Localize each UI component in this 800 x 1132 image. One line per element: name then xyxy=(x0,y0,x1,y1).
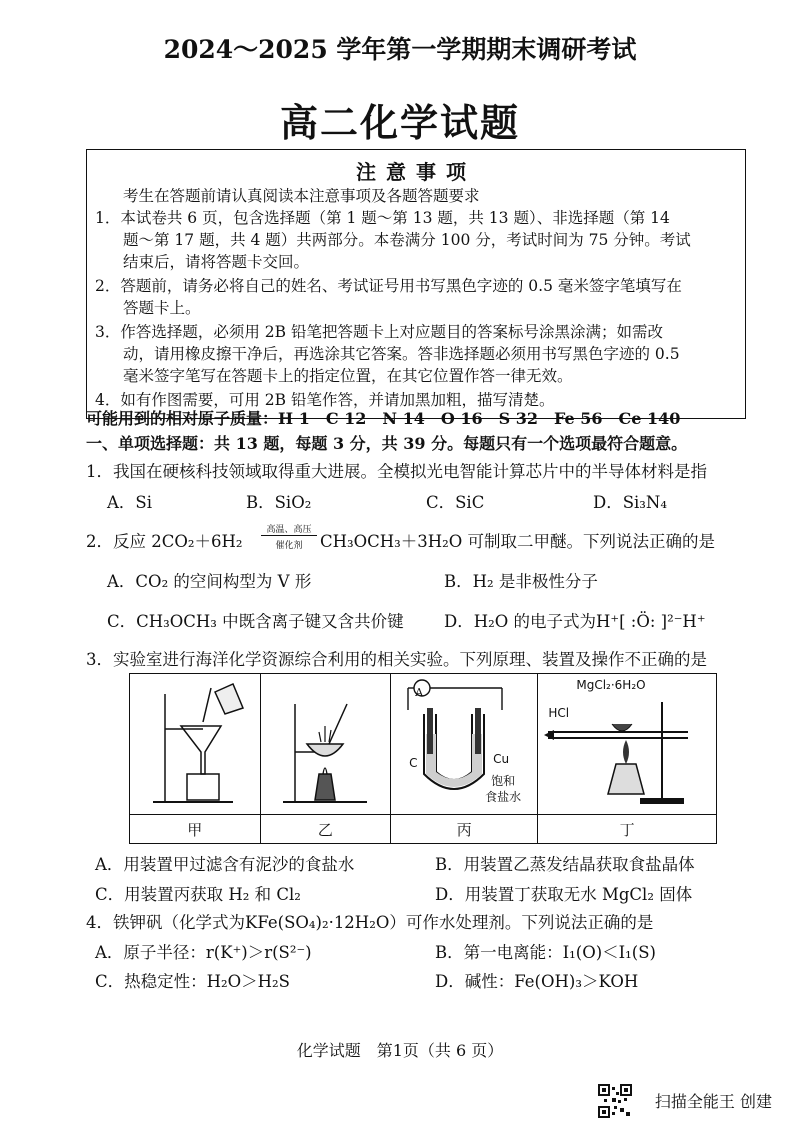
copper-electrode-label: Cu xyxy=(493,752,510,766)
q2-stem-post: CH₃OCH₃＋3H₂O 可制取二甲醚。下列说法正确的是 xyxy=(320,532,716,551)
notice-line: 3．作答选择题，必须用 2B 铅笔把答题卡上对应题目的答案标号涂黑涂满；如需改 xyxy=(95,323,663,341)
notice-line: 答题卡上。 xyxy=(123,299,201,317)
notice-line: 动，请用橡皮擦干净后，再选涂其它答案。答非选择题必须用书写黑色字迹的 0.5 xyxy=(123,345,680,363)
q4-option-a: A．原子半径：r(K⁺)＞r(S²⁻) xyxy=(95,943,312,962)
q2-reaction-arrow xyxy=(261,535,317,536)
brine-label-2: 食盐水 xyxy=(485,790,522,804)
apparatus-ding xyxy=(538,674,717,815)
apparatus-bing xyxy=(391,674,538,815)
q1-option-c: C．SiC xyxy=(426,493,485,512)
q2-option-c: C．CH₃OCH₃ 中既含离子键又含共价键 xyxy=(107,612,404,631)
q3-option-d: D．用装置丁获取无水 MgCl₂ 固体 xyxy=(435,885,693,904)
caption-bing: 丙 xyxy=(391,815,538,844)
section-heading: 一、单项选择题：共 13 题，每题 3 分，共 39 分。每题只有一个选项最符合题意。 xyxy=(86,434,688,453)
notice-box xyxy=(86,149,746,419)
q4-option-d: D．碱性：Fe(OH)₃＞KOH xyxy=(435,972,639,991)
ammeter-label: A xyxy=(415,686,424,699)
notice-title: 注意事项 xyxy=(356,160,476,184)
apparatus-table xyxy=(129,673,717,844)
q3-option-a: A．用装置甲过滤含有泥沙的食盐水 xyxy=(95,855,355,874)
q1-stem: 1．我国在硬核科技领域取得重大进展。全模拟光电智能计算芯片中的半导体材料是指 xyxy=(86,462,707,481)
hcl-label: HCl xyxy=(548,706,570,720)
page-footer: 化学试题 第1页（共 6 页） xyxy=(296,1041,504,1060)
q2-condition-top: 高温、高压 xyxy=(266,525,312,535)
filtration-apparatus-icon xyxy=(133,674,257,810)
q3-stem: 3．实验室进行海洋化学资源综合利用的相关实验。下列原理、装置及操作不正确的是 xyxy=(86,650,707,669)
notice-intro: 考生在答题前请认真阅读本注意事项及各题答题要求 xyxy=(123,187,480,205)
q2-stem-pre: 2．反应 2CO₂＋6H₂ xyxy=(86,532,243,551)
caption-yi: 乙 xyxy=(260,815,391,844)
q4-option-b: B．第一电离能：I₁(O)＜I₁(S) xyxy=(435,943,656,962)
q2-option-b: B．H₂ 是非极性分子 xyxy=(444,572,598,591)
paper-title: 高二化学试题 xyxy=(279,100,520,145)
evaporation-apparatus-icon xyxy=(263,674,387,810)
q1-option-d: D．Si₃N₄ xyxy=(593,493,667,512)
caption-jia: 甲 xyxy=(130,815,261,844)
q2-option-d: D．H₂O 的电子式为H⁺[ :Ö: ]²⁻H⁺ xyxy=(444,612,706,631)
q1-option-b: B．SiO₂ xyxy=(246,493,312,512)
notice-line: 1．本试卷共 6 页，包含选择题（第 1 题～第 13 题，共 13 题）、非选择题（第 14 xyxy=(95,209,670,227)
notice-line: 4．如有作图需要，可用 2B 铅笔作答，并请加黑加粗，描写清楚。 xyxy=(95,391,555,409)
atomic-masses: 可能用到的相对原子质量：H 1 C 12 N 14 O 16 S 32 Fe 56 Ce 140 xyxy=(86,409,681,428)
q3-option-b: B．用装置乙蒸发结晶获取食盐晶体 xyxy=(435,855,695,874)
notice-line: 毫米签字笔写在答题卡上的指定位置，在其它位置作答一律无效。 xyxy=(123,367,573,385)
q2-condition-bottom: 催化剂 xyxy=(275,541,303,551)
notice-line: 结束后，请将答题卡交回。 xyxy=(123,253,310,271)
apparatus-jia xyxy=(130,674,261,815)
notice-line: 题～第 17 题，共 4 题）共两部分。本卷满分 100 分，考试时间为 75 分钟。考试 xyxy=(123,231,691,249)
carbon-electrode-label: C xyxy=(409,756,418,770)
apparatus-yi xyxy=(260,674,391,815)
q4-stem: 4．铁钾矾（化学式为KFe(SO₄)₂·12H₂O）可作水处理剂。下列说法正确的是 xyxy=(86,913,654,932)
notice-line: 2．答题前，请务必将自己的姓名、考试证号用书写黑色字迹的 0.5 毫米签字笔填写在 xyxy=(95,277,682,295)
q1-option-a: A．Si xyxy=(107,493,152,512)
dehydration-apparatus-icon xyxy=(542,674,712,810)
scanner-watermark: 扫描全能王 创建 xyxy=(654,1092,772,1111)
exam-title: 2024～2025 学年第一学期期末调研考试 xyxy=(163,35,637,64)
qr-code-icon xyxy=(598,1084,632,1118)
brine-label-1: 饱和 xyxy=(491,774,516,788)
q4-option-c: C．热稳定性：H₂O＞H₂S xyxy=(95,972,290,991)
caption-ding: 丁 xyxy=(538,815,717,844)
q2-option-a: A．CO₂ 的空间构型为 V 形 xyxy=(107,572,312,591)
mgcl2-label: MgCl₂·6H₂O xyxy=(576,678,646,692)
q3-option-c: C．用装置丙获取 H₂ 和 Cl₂ xyxy=(95,885,301,904)
